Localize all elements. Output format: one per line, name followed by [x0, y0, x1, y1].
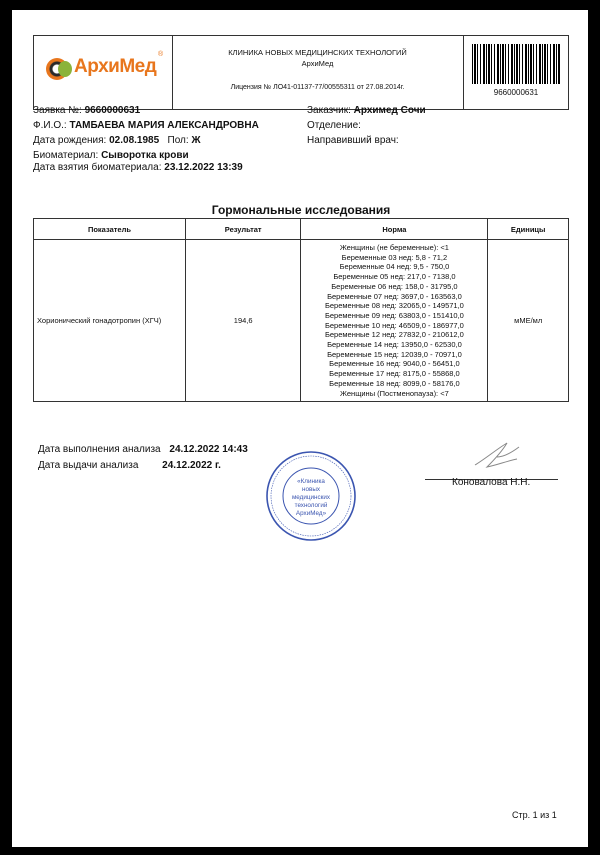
issue-row — [38, 460, 221, 471]
patient-name: ТАМБАЕВА МАРИЯ АЛЕКСАНДРОВНА — [69, 120, 259, 131]
norm-line: Беременные 18 нед: 8099,0 - 58176,0 — [329, 378, 460, 388]
norm-line: Беременные 14 нед: 13950,0 - 62530,0 — [327, 340, 462, 350]
norm-line: Женщины (Постменопауза): <7 — [340, 388, 449, 398]
results-table — [33, 218, 569, 402]
customer-value: Архимед Сочи — [353, 105, 426, 116]
signature-icon — [467, 435, 527, 475]
biomaterial-label: Биоматериал: — [33, 150, 99, 161]
indicator-cell: Хорионический гонадотропин (ХГЧ) — [34, 240, 186, 402]
collect-row — [33, 162, 243, 173]
collect-value: 23.12.2022 13:39 — [164, 162, 243, 173]
norm-line: Беременные 12 нед: 27832,0 - 210612,0 — [324, 330, 464, 340]
order-label: Заявка №: — [33, 105, 82, 116]
report-page — [12, 10, 588, 847]
doctor-label: Направивший врач: — [307, 135, 399, 146]
name-row — [33, 120, 259, 131]
unit-cell: мМЕ/мл — [488, 240, 569, 402]
dob-value: 02.08.1985 — [109, 135, 160, 146]
barcode-number: 9660000631 — [493, 88, 539, 97]
order-number: 9660000631 — [84, 105, 141, 116]
done-row — [38, 444, 248, 455]
done-label: Дата выполнения анализа — [38, 444, 161, 455]
sex-label: Пол: — [167, 135, 189, 146]
clinic-name: КЛИНИКА НОВЫХ МЕДИЦИНСКИХ ТЕХНОЛОГИЙ — [228, 48, 407, 57]
customer-row — [307, 105, 426, 116]
norm-cell — [301, 240, 488, 402]
biomaterial-value: Сыворотка крови — [101, 150, 189, 161]
barcode-icon — [472, 44, 560, 84]
svg-text:«Клиника: «Клиника — [297, 478, 325, 485]
col-indicator: Показатель — [34, 219, 186, 240]
signer-name: Коновалова Н.Н. — [452, 477, 531, 488]
section-title: Гормональные исследования — [211, 203, 391, 217]
license-text: Лицензия № ЛО41-01137-77/00555311 от 27.08.2014г. — [230, 84, 405, 91]
norm-line: Беременные 04 нед: 9,5 - 750,0 — [339, 262, 450, 272]
result-cell: 194,6 — [185, 240, 301, 402]
norm-line: Женщины (не беременные): <1 — [339, 243, 449, 252]
norm-line: Беременные 06 нед: 158,0 - 31795,0 — [331, 281, 458, 291]
table-header-row — [34, 219, 569, 240]
collect-label: Дата взятия биоматериала: — [33, 162, 162, 173]
col-norm: Норма — [301, 219, 488, 240]
norm-line: Беременные 10 нед: 46509,0 - 186977,0 — [324, 320, 464, 330]
logo-green-icon — [58, 61, 72, 77]
col-unit: Единицы — [488, 219, 569, 240]
report-header — [33, 35, 569, 110]
svg-text:АрхиМед»: АрхиМед» — [295, 510, 327, 517]
logo-text: АрхиМед — [74, 56, 157, 77]
dob-label: Дата рождения: — [33, 135, 107, 146]
norm-line: Беременные 08 нед: 32065,0 - 149571,0 — [324, 301, 464, 311]
table-row — [34, 240, 569, 402]
svg-text:медицинских: медицинских — [291, 494, 331, 501]
clinic-logo — [34, 36, 173, 109]
department-label: Отделение: — [307, 120, 361, 131]
order-row — [33, 105, 140, 116]
clinic-short-name: АрхиМед — [301, 59, 334, 68]
page-number: Стр. 1 из 1 — [512, 810, 557, 820]
norm-line: Беременные 15 нед: 12039,0 - 70971,0 — [327, 349, 462, 359]
norm-line: Беременные 16 нед: 9040,0 - 56451,0 — [329, 359, 460, 369]
norm-line: Беременные 07 нед: 3697,0 - 163563,0 — [327, 291, 462, 301]
norm-line: Беременные 09 нед: 63803,0 - 151410,0 — [324, 310, 464, 320]
name-label: Ф.И.О.: — [33, 120, 67, 131]
svg-text:новых: новых — [302, 486, 320, 493]
dob-row — [33, 135, 201, 146]
biomaterial-row — [33, 150, 189, 161]
svg-text:технологий: технологий — [294, 502, 328, 509]
logo-registered-mark: ® — [158, 51, 164, 58]
norm-line: Беременные 17 нед: 8175,0 - 55868,0 — [329, 369, 460, 379]
issue-value: 24.12.2022 г. — [162, 460, 221, 471]
sex-value: Ж — [191, 135, 201, 146]
issue-label: Дата выдачи анализа — [38, 460, 139, 471]
customer-label: Заказчик: — [307, 105, 351, 116]
done-value: 24.12.2022 14:43 — [169, 444, 248, 455]
col-result: Результат — [185, 219, 301, 240]
barcode-block — [464, 36, 568, 109]
norm-line: Беременные 03 нед: 5,8 - 71,2 — [341, 252, 448, 262]
clinic-stamp-icon — [265, 450, 357, 542]
norm-line: Беременные 05 нед: 217,0 - 7138,0 — [333, 272, 456, 282]
clinic-info — [172, 36, 464, 109]
